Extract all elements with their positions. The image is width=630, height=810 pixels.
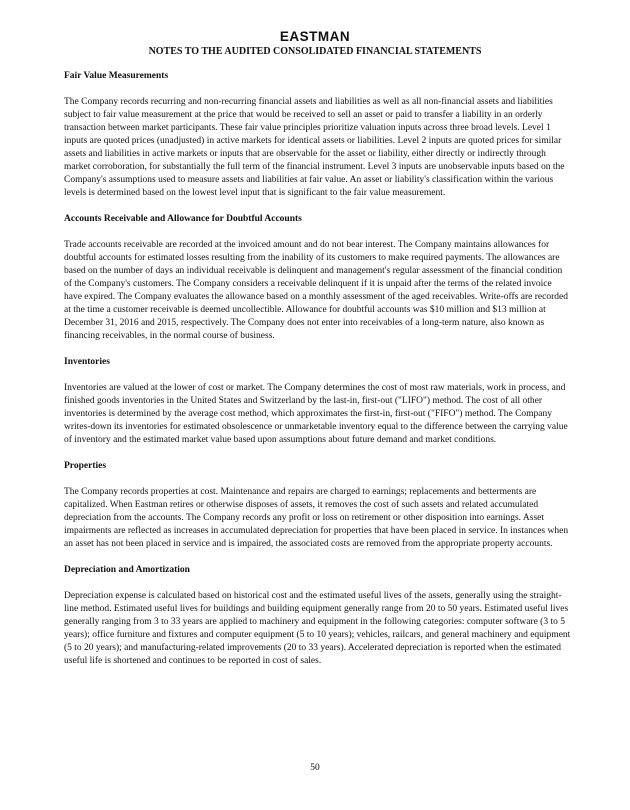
section-paragraph: The Company records properties at cost. Maintenance and repairs are charged to earnings; replacements and betterments are capitalized. When Eastman retires or otherwise disposes of assets, it removes the cost of such assets and related accumulated depreciation from the accounts. The Company records any profit or loss on retirement or other disposition into earnings. Asset impairments are reflected as increases in accumulated depreciation for properties that have been placed in service. In instances when an asset has not been placed in service and is impaired, the associated costs are removed from the appropriate property accounts. [64, 487, 569, 549]
section-paragraph: Depreciation expense is calculated based on historical cost and the estimated useful lives of the assets, generally using the straight-line method. Estimated useful lives for buildings and building equipment generally range from 20 to 50 years. Estimated useful lives generally ranging from 3 to 33 years are applied to machinery and equipment in the following categories: computer software (3 to 5 years); office furniture and fixtures and computer equipment (5 to 10 years); vehicles, railcars, and general machinery and equipment (5 to 20 years); and manufacturing-related improvements (20 to 33 years). Accelerated depreciation is reported when the estimated useful life is shortened and continues to be reported in cost of sales. [64, 591, 571, 666]
section-accounts-receivable [64, 213, 572, 343]
section-depreciation [64, 564, 572, 668]
section-heading: Inventories [64, 357, 110, 367]
section-paragraph: Trade accounts receivable are recorded at the invoiced amount and do not bear interest. The Company maintains allowances for doubtful accounts for estimated losses resulting from the inability of its customers to make required payments. The allowances are based on the number of days an individual receivable is delinquent and management's regular assessment of the financial condition of the Company's customers. The Company considers a receivable delinquent if it is unpaid after the terms of the related invoice have expired. The Company evaluates the allowance based on a monthly assessment of the aged receivables. Write-offs are recorded at the time a customer receivable is deemed uncollectible. Allowance for doubtful accounts was $10 million and $13 million at December 31, 2016 and 2015, respectively. The Company does not enter into receivables of a long-term nature, also known as financing receivables, in the normal course of business. [64, 240, 568, 341]
section-heading: Properties [64, 461, 107, 471]
section-heading: Accounts Receivable and Allowance for Doubtful Accounts [64, 214, 302, 224]
section-fair-value [64, 70, 572, 200]
section-properties [64, 460, 572, 551]
section-heading: Fair Value Measurements [64, 71, 169, 81]
company-logo: EASTMAN [279, 29, 351, 44]
page-number: 50 [310, 763, 320, 773]
notes-content [64, 70, 572, 681]
section-paragraph: The Company records recurring and non-recurring financial assets and liabilities as well as all non-financial assets and liabilities subject to fair value measurement at the price that would be received to sell an asset or paid to transfer a liability in an orderly transaction between market participants. These fair value principles prioritize valuation inputs across three broad levels. Level 1 inputs are quoted prices (unadjusted) in active markets for identical assets or liabilities. Level 2 inputs are quoted prices for similar assets and liabilities in active markets or inputs that are observable for the asset or liability, either directly or indirectly through market corroboration, for substantially the full term of the financial instrument. Level 3 inputs are unobservable inputs based on the Company's assumptions used to measure assets and liabilities at fair value. An asset or liability's classification within the various levels is determined based on the lowest level input that is significant to the fair value measurement. [64, 97, 565, 198]
document-title: NOTES TO THE AUDITED CONSOLIDATED FINANCIAL STATEMENTS [148, 46, 482, 57]
section-inventories [64, 356, 572, 447]
section-paragraph: Inventories are valued at the lower of cost or market. The Company determines the cost of most raw materials, work in process, and finished goods inventories in the United States and Switzerland by the last-in, first-out ("LIFO") method. The cost of all other inventories is determined by the average cost method, which approximates the first-in, first-out ("FIFO") method. The Company writes-down its inventories for estimated obsolescence or unmarketable inventory equal to the difference between the carrying value of inventory and the estimated market value based upon assumptions about future demand and market conditions. [64, 383, 568, 445]
section-heading: Depreciation and Amortization [64, 565, 190, 575]
